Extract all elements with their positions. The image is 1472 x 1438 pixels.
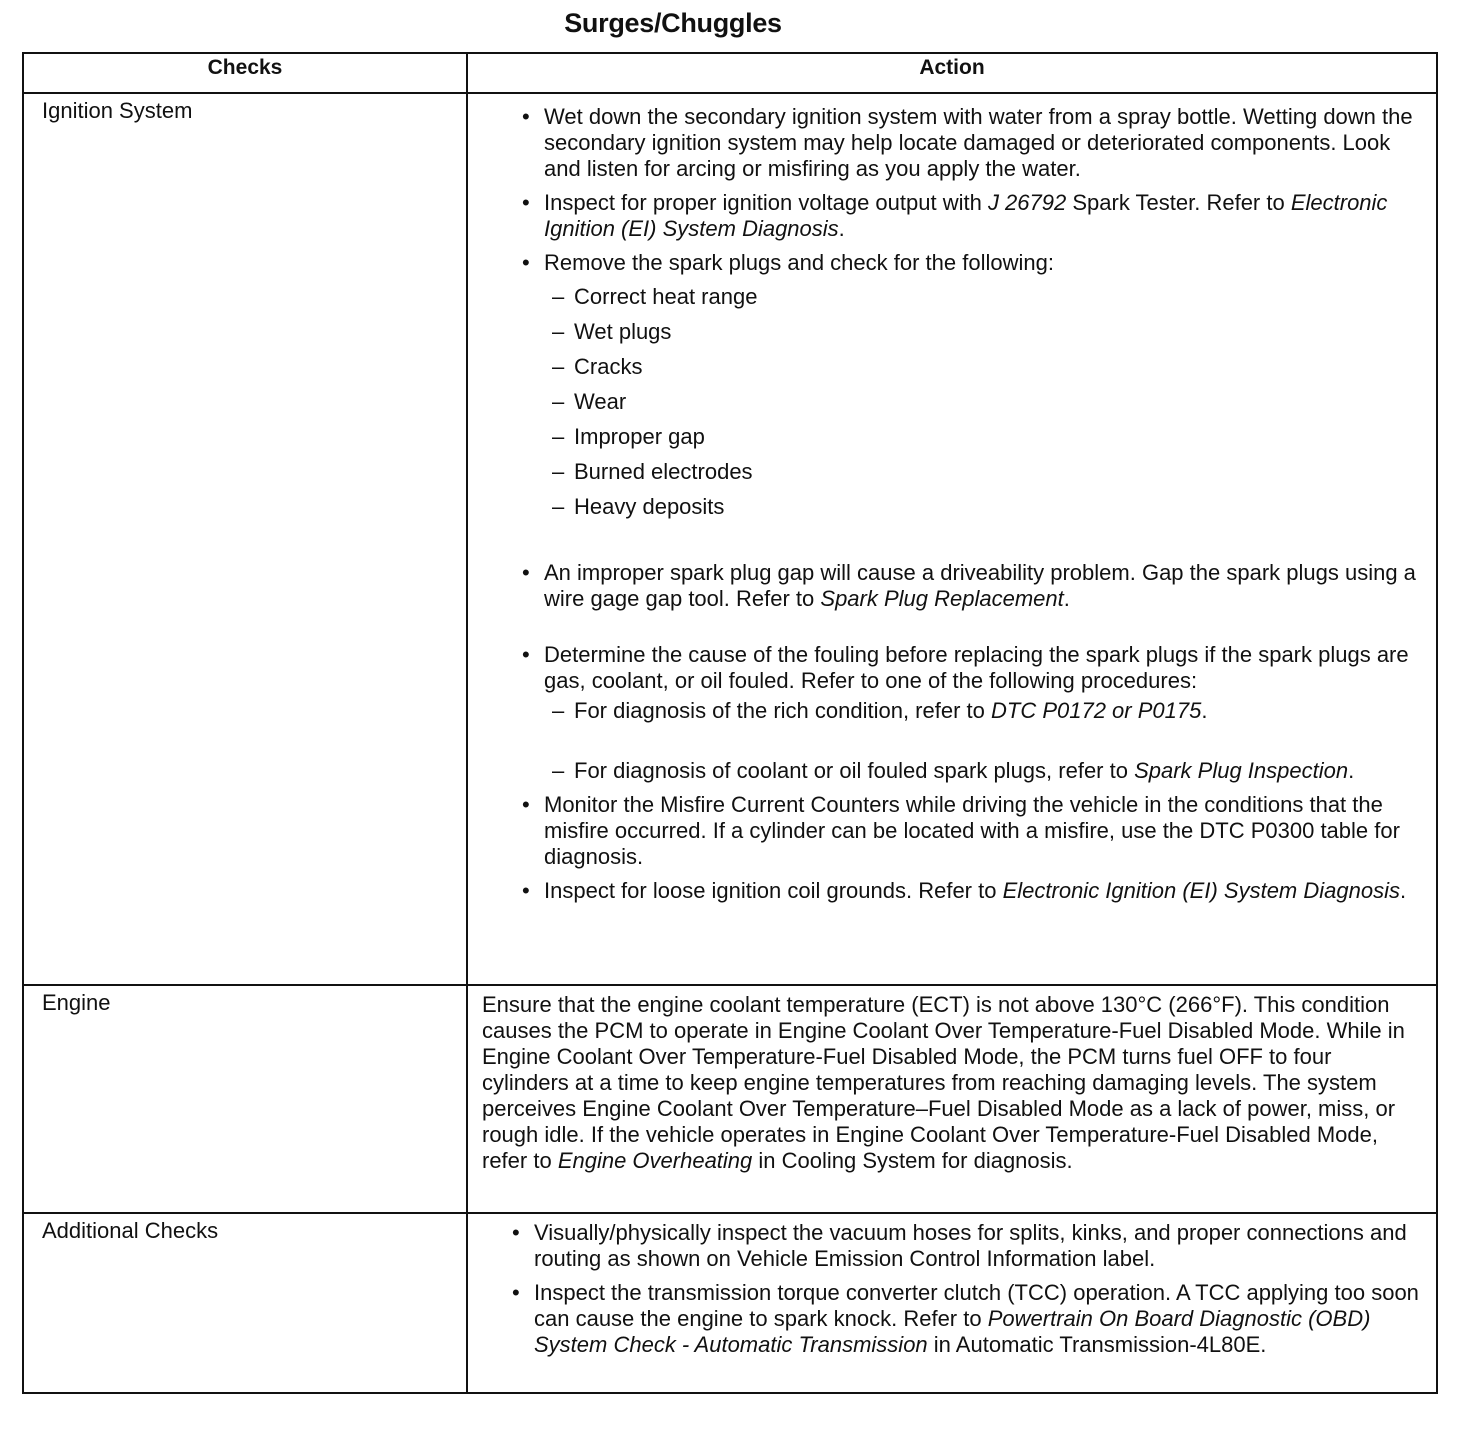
bullet-icon: • xyxy=(522,250,530,275)
dash-icon: – xyxy=(552,758,565,783)
list-item: • An improper spark plug gap will cause a driveability problem. Gap the spark plugs using a wire gage gap tool. Refer to Spark Plug Replacement. xyxy=(522,560,1416,611)
list-item: – For diagnosis of coolant or oil fouled spark plugs, refer to Spark Plug Inspection. xyxy=(552,758,1355,783)
surges-chuggles-table xyxy=(22,52,1438,1394)
list-item: – Improper gap xyxy=(552,424,705,449)
checks-column-header: Checks xyxy=(23,53,467,93)
list-item: • Remove the spark plugs and check for the following: – Correct heat range – Wet plugs – Cracks – Wear – Improper gap – Burned electrodes – Heavy deposits xyxy=(522,250,1422,520)
bullet-icon: • xyxy=(522,560,530,585)
list-item: • Inspect for proper ignition voltage output with J 26792 Spark Tester. Refer to Electronic Ignition (EI) System Diagnosis. xyxy=(522,190,1388,241)
list-item: – Burned electrodes xyxy=(552,459,753,484)
dash-icon: – xyxy=(552,424,565,449)
procedure-reference: Spark Plug Replacement xyxy=(820,586,1064,611)
action-column-header: Action xyxy=(467,53,1437,93)
dash-icon: – xyxy=(552,354,565,379)
list-item: – Wear xyxy=(552,389,627,414)
page-title: Surges/Chuggles xyxy=(564,8,782,38)
dash-icon: – xyxy=(552,698,565,723)
fouling-procedure-list xyxy=(544,698,1422,784)
list-item: • Inspect the transmission torque converter clutch (TCC) operation. A TCC applying too soon can cause the engine to spark knock. Refer to Powertrain On Board Diagnostic (OBD) System Check - Automatic Transmission in Automatic Transmission-4L80E. xyxy=(512,1280,1419,1357)
procedure-reference: Powertrain On Board Diagnostic (OBD) System Check - Automatic Transmission xyxy=(534,1306,1371,1357)
list-item: – For diagnosis of the rich condition, refer to DTC P0172 or P0175. xyxy=(552,698,1208,723)
tool-reference: J 26792 xyxy=(987,190,1067,215)
procedure-reference: Electronic Ignition (EI) System Diagnosis xyxy=(544,190,1388,241)
list-item: – Correct heat range xyxy=(552,284,758,309)
procedure-reference: Engine Overheating xyxy=(557,1148,753,1173)
list-item: • Determine the cause of the fouling before replacing the spark plugs if the spark plugs are gas, coolant, or oil fouled. Refer to one of the following procedures: – For diagnosis of the rich condition, refer to DTC P0172 or P0175. – For diagnosis of coolant or oil fouled spark plugs, refer to Spark Plug Inspection. xyxy=(522,642,1422,784)
bullet-icon: • xyxy=(522,878,530,903)
list-item: • Wet down the secondary ignition system with water from a spray bottle. Wetting down the secondary ignition system may help locate damaged or deteriorated components. Look and listen for arcing or misfiring as you apply the water. xyxy=(522,104,1413,181)
procedure-reference: Electronic Ignition (EI) System Diagnosis xyxy=(1002,878,1400,903)
action-engine: Ensure that the engine coolant temperature (ECT) is not above 130°C (266°F). This condition causes the PCM to operate in Engine Coolant Over Temperature-Fuel Disabled Mode. While in Engine Coolant Over Temperature-Fuel Disabled Mode, the PCM turns fuel OFF to four cylinders at a time to keep engine temperatures from reaching damaging levels. The system perceives Engine Coolant Over Temperature–Fuel Disabled Mode as a lack of power, miss, or rough idle. If the vehicle operates in Engine Coolant Over Temperature-Fuel Disabled Mode, refer to Engine Overheating in Cooling System for diagnosis. xyxy=(467,985,1437,1213)
bullet-icon: • xyxy=(522,190,530,215)
bullet-icon: • xyxy=(522,104,530,129)
dash-icon: – xyxy=(552,284,565,309)
bullet-icon: • xyxy=(512,1280,520,1305)
list-item: • Monitor the Misfire Current Counters while driving the vehicle in the conditions that the misfire occurred. If a cylinder can be located with a misfire, use the DTC P0300 table for diagnosis. xyxy=(522,792,1400,869)
dash-icon: – xyxy=(552,459,565,484)
list-item: – Heavy deposits xyxy=(552,494,725,519)
action-additional-checks xyxy=(467,1213,1437,1393)
check-additional-checks: Additional Checks xyxy=(23,1213,467,1393)
dash-icon: – xyxy=(552,389,565,414)
list-item: – Cracks xyxy=(552,354,643,379)
procedure-reference: Spark Plug Inspection xyxy=(1134,758,1349,783)
check-engine: Engine xyxy=(23,985,467,1213)
list-item: • Inspect for loose ignition coil grounds. Refer to Electronic Ignition (EI) System Diagnosis. xyxy=(522,878,1407,903)
spark-plug-check-list xyxy=(544,284,1422,520)
bullet-icon: • xyxy=(522,792,530,817)
list-item: – Wet plugs xyxy=(552,319,672,344)
check-ignition-system: Ignition System xyxy=(23,93,467,985)
table-header-row xyxy=(23,53,1437,93)
dash-icon: – xyxy=(552,494,565,519)
bullet-icon: • xyxy=(522,642,530,667)
action-ignition-system xyxy=(467,93,1437,985)
table-row-engine xyxy=(23,985,1437,1213)
bullet-icon: • xyxy=(512,1220,520,1245)
dash-icon: – xyxy=(552,319,565,344)
table-row-additional-checks xyxy=(23,1213,1437,1393)
list-item: • Visually/physically inspect the vacuum hoses for splits, kinks, and proper connections and routing as shown on Vehicle Emission Control Information label. xyxy=(512,1220,1407,1271)
table-row-ignition-system xyxy=(23,93,1437,985)
procedure-reference: DTC P0172 or P0175 xyxy=(991,698,1202,723)
